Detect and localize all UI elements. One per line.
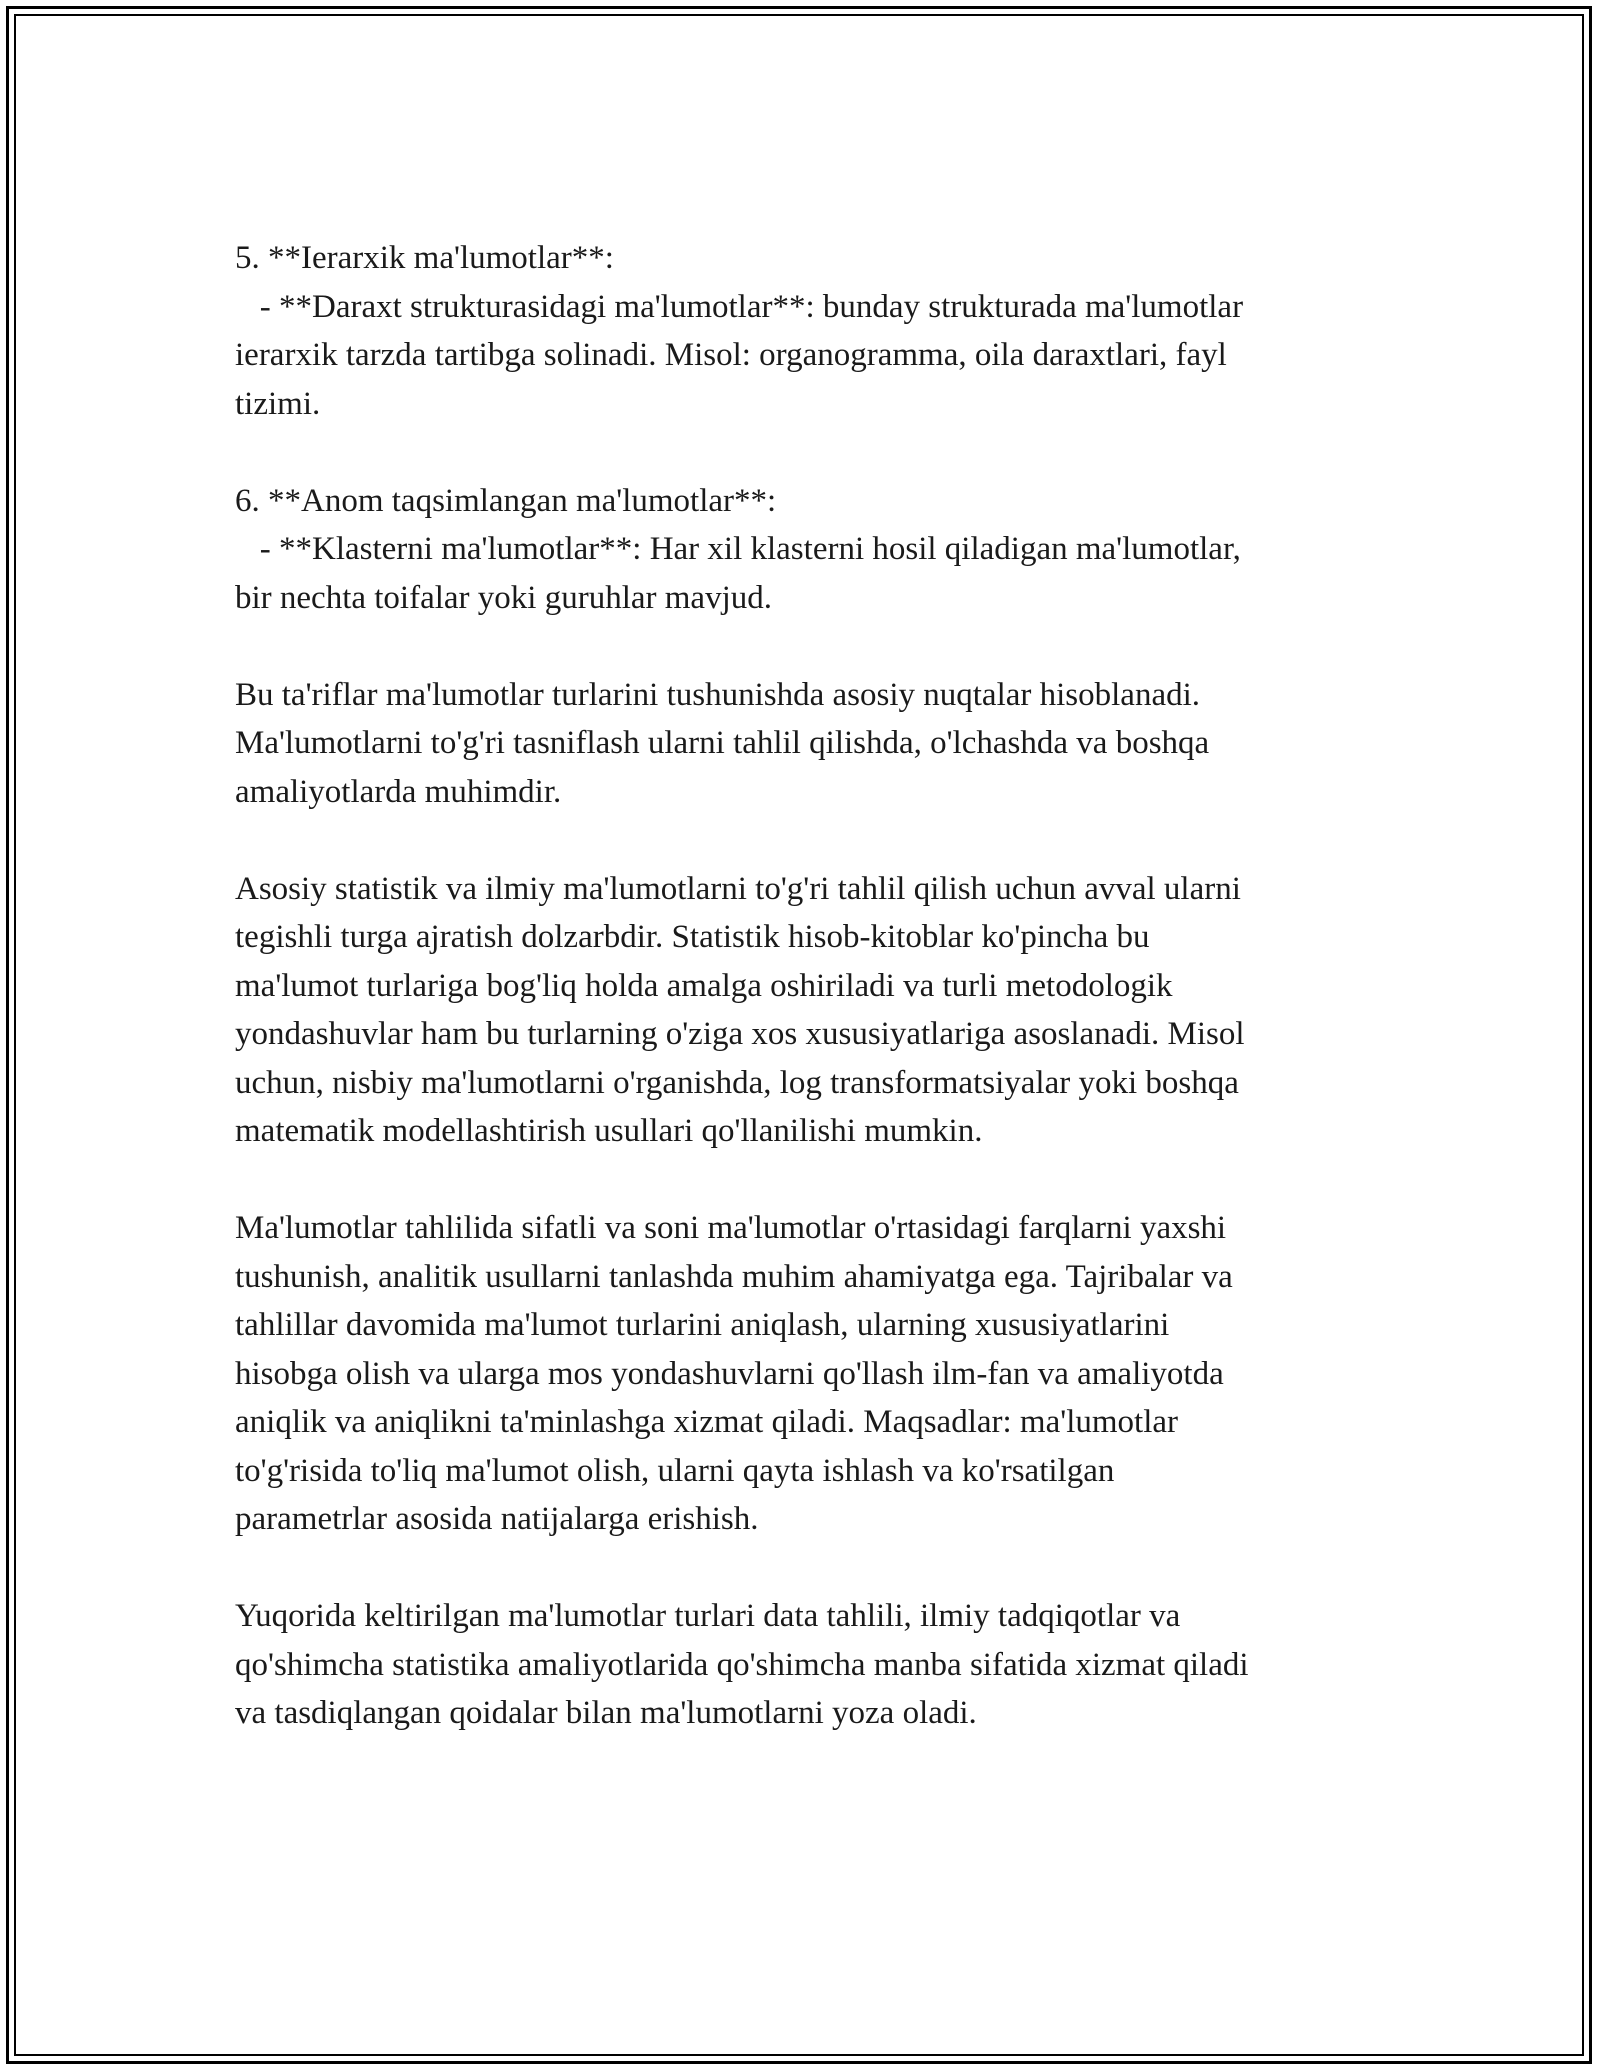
text-line: tahlillar davomida ma'lumot turlarini aniqlash, ularning xususiyatlarini <box>235 1307 1170 1343</box>
text-line: aniqlik va aniqlikni ta'minlashga xizmat qiladi. Maqsadlar: ma'lumotlar <box>235 1404 1178 1440</box>
text-line: Yuqorida keltirilgan ma'lumotlar turlari data tahlili, ilmiy tadqiqotlar va <box>235 1598 1181 1634</box>
text-line: parametrlar asosida natijalarga erishish. <box>235 1501 759 1537</box>
blank-line <box>235 428 1370 477</box>
text-line: uchun, nisbiy ma'lumotlarni o'rganishda, log transformatsiyalar yoki boshqa <box>235 1064 1239 1101</box>
text-line: yondashuvlar ham bu turlarning o'ziga xos xususiyatlariga asoslanadi. Misol <box>235 1016 1245 1052</box>
text-line: matematik modellashtirish usullari qo'llanilishi mumkin. <box>235 1113 983 1149</box>
text-line: - **Klasterni ma'lumotlar**: Har xil klasterni hosil qiladigan ma'lumotlar, <box>235 531 1241 567</box>
blank-line <box>235 1156 1370 1205</box>
text-line: 5. **Ierarxik ma'lumotlar**: <box>235 240 614 276</box>
text-line: Bu ta'riflar ma'lumotlar turlarini tushunishda asosiy nuqtalar hisoblanadi. <box>235 676 1201 713</box>
text-line: amaliyotlarda muhimdir. <box>235 773 562 810</box>
text-line: Ma'lumotlar tahlilida sifatli va soni ma'lumotlar o'rtasidagi farqlarni yaxshi <box>235 1210 1227 1246</box>
text-line: ma'lumot turlariga bog'liq holda amalga oshiriladi va turli metodologik <box>235 967 1173 1004</box>
text-line: bir nechta toifalar yoki guruhlar mavjud. <box>235 579 772 616</box>
text-line: qo'shimcha statistika amaliyotlarida qo'shimcha manba sifatida xizmat qiladi <box>235 1646 1249 1683</box>
text-line: tushunish, analitik usullarni tanlashda muhim ahamiyatga ega. Tajribalar va <box>235 1258 1233 1295</box>
text-line: Ma'lumotlarni to'g'ri tasniflash ularni tahlil qilishda, o'lchashda va boshqa <box>235 725 1210 761</box>
document-body <box>235 234 1370 1738</box>
text-line: - **Daraxt strukturasidagi ma'lumotlar**: bunday strukturada ma'lumotlar <box>235 288 1244 325</box>
blank-line <box>235 816 1370 865</box>
text-line: ierarxik tarzda tartibga solinadi. Misol: organogramma, oila daraxtlari, fayl <box>235 337 1227 373</box>
text-line: tizimi. <box>235 385 321 422</box>
text-line: 6. **Anom taqsimlangan ma'lumotlar**: <box>235 482 777 519</box>
blank-line <box>235 1544 1370 1593</box>
blank-line <box>235 622 1370 671</box>
text-line: va tasdiqlangan qoidalar bilan ma'lumotlarni yoza oladi. <box>235 1695 977 1731</box>
text-line: to'g'risida to'liq ma'lumot olish, ularni qayta ishlash va ko'rsatilgan <box>235 1452 1115 1489</box>
text-line: tegishli turga ajratish dolzarbdir. Statistik hisob-kitoblar ko'pincha bu <box>235 919 1150 955</box>
text-line: Asosiy statistik va ilmiy ma'lumotlarni to'g'ri tahlil qilish uchun avval ularni <box>235 870 1241 907</box>
text-line: hisobga olish va ularga mos yondashuvlarni qo'llash ilm-fan va amaliyotda <box>235 1355 1224 1392</box>
